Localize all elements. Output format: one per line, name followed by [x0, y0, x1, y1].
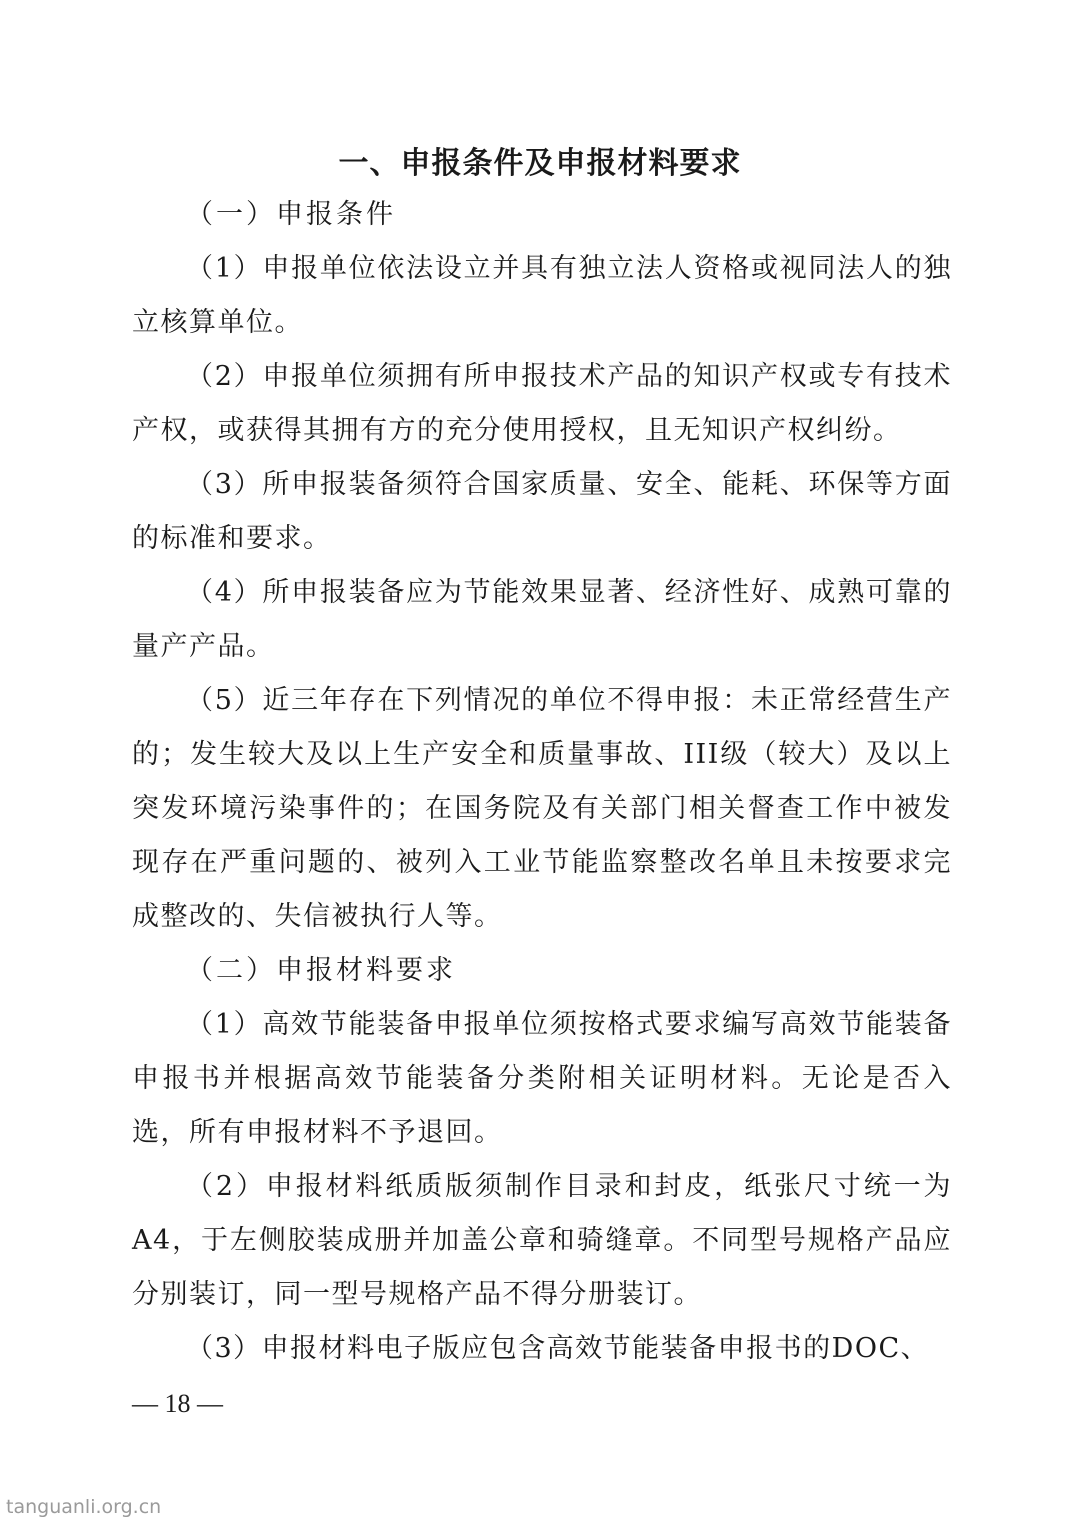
page-number: — 18 —: [132, 1389, 223, 1418]
material-item-1: （1）高效节能装备申报单位须按格式要求编写高效节能装备申报书并根据高效节能装备分类附相关证明材料。无论是否入选，所有申报材料不予退回。: [132, 1009, 952, 1148]
material-item-2: （2）申报材料纸质版须制作目录和封皮，纸张尺寸统一为A4，于左侧胶装成册并加盖公章和骑缝章。不同型号规格产品应分别装订，同一型号规格产品不得分册装订。: [132, 1171, 952, 1310]
section-title-materials: （二）申报材料要求: [186, 955, 456, 986]
condition-item-1: （1）申报单位依法设立并具有独立法人资格或视同法人的独立核算单位。: [132, 253, 952, 338]
condition-item-4: （4）所申报装备应为节能效果显著、经济性好、成熟可靠的量产产品。: [132, 577, 952, 662]
body-text: [132, 188, 952, 1376]
condition-item-2: （2）申报单位须拥有所申报技术产品的知识产权或专有技术产权，或获得其拥有方的充分使用授权，且无知识产权纠纷。: [132, 361, 952, 446]
condition-item-5: （5）近三年存在下列情况的单位不得申报：未正常经营生产的；发生较大及以上生产安全和质量事故、III级（较大）及以上突发环境污染事件的；在国务院及有关部门相关督查工作中被发现存在严重问题的、被列入工业节能监察整改名单且未按要求完成整改的、失信被执行人等。: [132, 685, 952, 932]
material-item-3: （3）申报材料电子版应包含高效节能装备申报书的DOC、: [186, 1333, 930, 1364]
watermark-text: tanguanli.org.cn: [6, 1496, 162, 1518]
page-title: 一、申报条件及申报材料要求: [338, 146, 742, 181]
section-title-conditions: （一）申报条件: [186, 199, 396, 230]
condition-item-3: （3）所申报装备须符合国家质量、安全、能耗、环保等方面的标准和要求。: [132, 469, 952, 554]
